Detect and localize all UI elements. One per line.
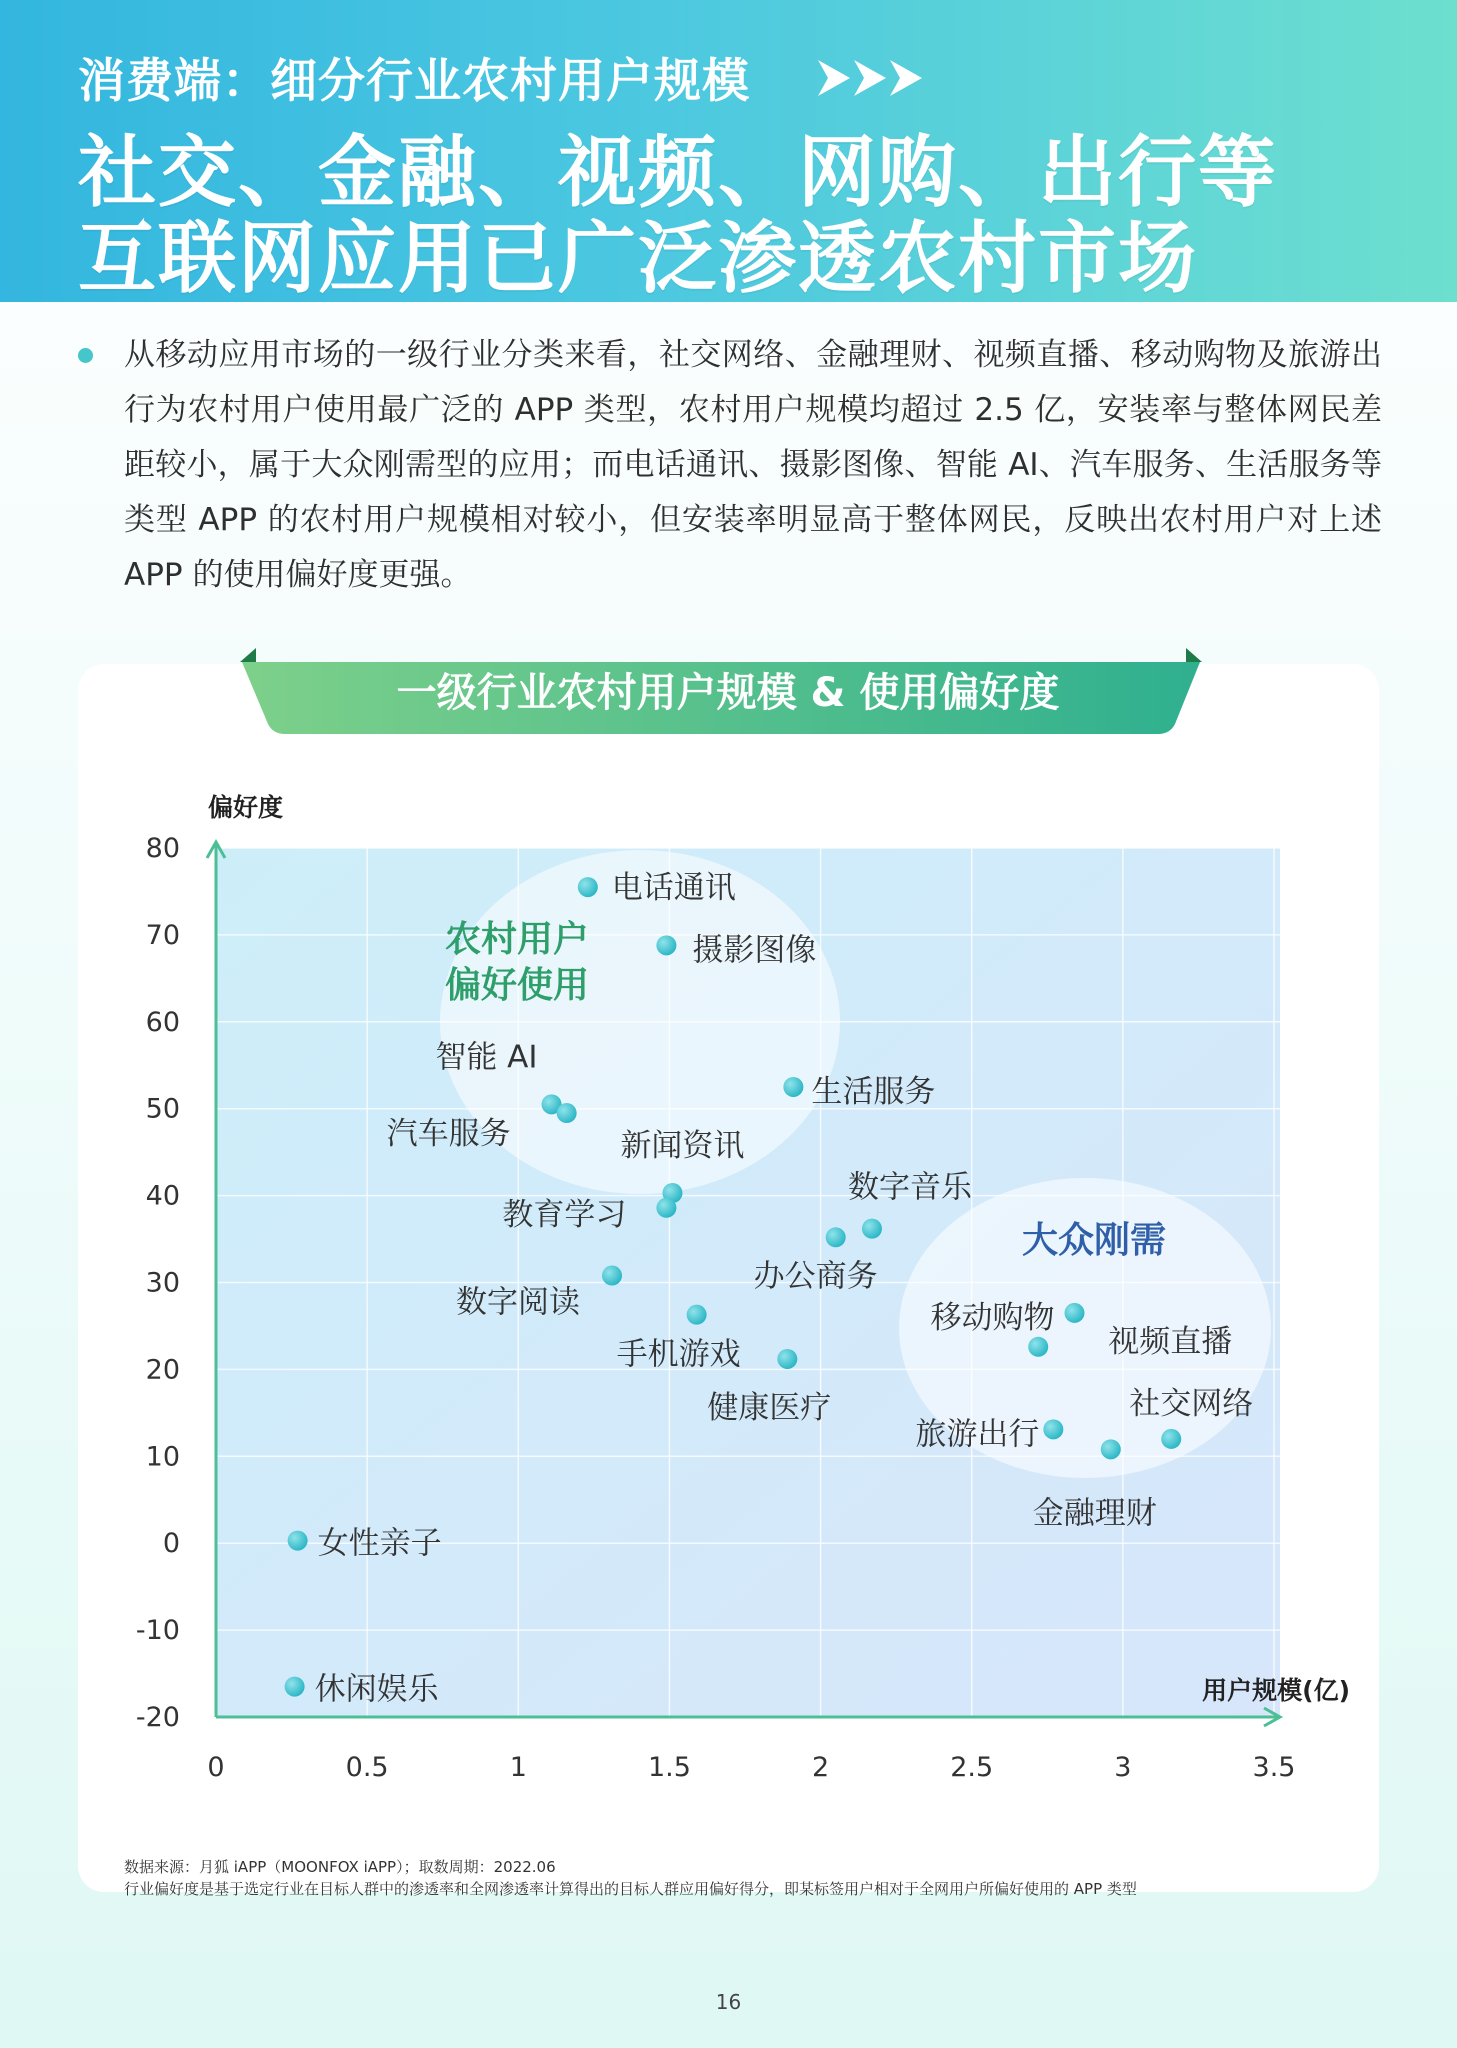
- data-point: [826, 1227, 846, 1247]
- page-title-line-2: 互联网应用已广泛渗透农村市场: [78, 214, 1199, 304]
- x-tick-label: 0: [207, 1752, 225, 1783]
- y-tick-label: -20: [135, 1702, 180, 1733]
- data-label: 摄影图像: [692, 932, 817, 969]
- y-tick-label: 70: [145, 919, 180, 951]
- data-label: 金融理财: [1032, 1495, 1157, 1532]
- x-tick-label: 2: [811, 1752, 830, 1783]
- y-tick-label: 60: [145, 1006, 180, 1038]
- data-label: 女性亲子: [317, 1525, 442, 1562]
- x-tick-label: 1.5: [647, 1752, 691, 1783]
- cluster-label-line: 偏好使用: [445, 965, 590, 1006]
- y-tick-label: -10: [135, 1615, 180, 1647]
- data-label: 健康医疗: [707, 1389, 832, 1426]
- page-number: 16: [715, 1990, 742, 2014]
- data-point: [1064, 1303, 1084, 1323]
- chart-title: 一级行业农村用户规模 & 使用偏好度: [396, 670, 1060, 716]
- y-tick-label: 20: [145, 1354, 180, 1386]
- data-label: 数字阅读: [455, 1284, 580, 1321]
- data-point: [656, 1198, 676, 1218]
- data-point: [1161, 1429, 1181, 1449]
- data-point: [602, 1266, 622, 1286]
- page-title-line-1: 社交、金融、视频、网购、出行等: [78, 128, 1279, 218]
- data-label: 智能 AI: [435, 1039, 538, 1076]
- y-tick-label: 50: [145, 1093, 180, 1125]
- chart-title-banner: [240, 648, 1202, 734]
- data-label: 新闻资讯: [620, 1127, 745, 1164]
- page-subtitle: 消费端：细分行业农村用户规模: [78, 54, 750, 109]
- y-axis-label: 偏好度: [208, 793, 284, 822]
- y-tick-label: 0: [162, 1528, 180, 1560]
- data-point: [288, 1531, 308, 1551]
- data-label: 教育学习: [502, 1196, 627, 1233]
- data-point: [557, 1103, 577, 1123]
- data-point: [578, 877, 598, 897]
- data-label: 生活服务: [811, 1073, 936, 1110]
- body-paragraph: 从移动应用市场的一级行业分类来看，社交网络、金融理财、视频直播、移动购物及旅游出行为农村用户使用最广泛的 APP 类型，农村用户规模均超过 2.5 亿，安装率与整体网民差距较小，属于大众刚需型的应用；而电话通讯、摄影图像、智能 AI、汽车服务、生活服务等类型 APP 的农村用户规模相对较小，但安装率明显高于整体网民，反映出农村用户对上述 APP 的使用偏好度更强。: [124, 337, 1382, 593]
- data-point: [862, 1219, 882, 1239]
- data-label: 数字音乐: [847, 1169, 972, 1206]
- y-tick-label: 80: [145, 833, 180, 864]
- x-tick-labels: [207, 1752, 1295, 1783]
- data-point: [783, 1077, 803, 1097]
- x-tick-label: 2.5: [950, 1752, 994, 1783]
- footnote-source: 数据来源：月狐 iAPP（MOONFOX iAPP）；取数周期：2022.06: [124, 1858, 556, 1876]
- data-label: 办公商务: [753, 1258, 878, 1295]
- data-label: 社交网络: [1129, 1385, 1254, 1422]
- data-label: 休闲娱乐: [314, 1671, 439, 1708]
- data-point: [285, 1677, 305, 1697]
- y-tick-label: 40: [145, 1180, 180, 1212]
- footnote-definition: 行业偏好度是基于选定行业在目标人群中的渗透率和全网渗透率计算得出的目标人群应用偏好得分，即某标签用户相对于全网用户所偏好使用的 APP 类型: [124, 1880, 1137, 1898]
- y-tick-label: 10: [145, 1441, 180, 1473]
- data-point: [1043, 1419, 1063, 1439]
- data-label: 汽车服务: [386, 1116, 511, 1153]
- x-tick-label: 3: [1114, 1752, 1132, 1783]
- data-point: [1028, 1337, 1048, 1357]
- x-tick-label: 0.5: [345, 1752, 389, 1783]
- data-point: [777, 1349, 797, 1369]
- x-axis-label: 用户规模(亿): [1202, 1676, 1350, 1705]
- y-tick-labels: [136, 833, 180, 1733]
- data-label: 移动购物: [930, 1299, 1055, 1336]
- cluster-label-mass-demand: 大众刚需: [1022, 1220, 1167, 1261]
- cluster-label-line: 农村用户: [445, 919, 590, 960]
- data-label: 电话通讯: [611, 870, 736, 907]
- x-tick-label: 3.5: [1252, 1752, 1296, 1783]
- x-tick-label: 1: [509, 1752, 527, 1783]
- data-label: 手机游戏: [616, 1336, 741, 1373]
- data-label: 视频直播: [1108, 1323, 1233, 1360]
- data-label: 旅游出行: [915, 1416, 1040, 1453]
- y-tick-label: 30: [145, 1267, 180, 1299]
- data-point: [1101, 1439, 1121, 1459]
- data-point: [656, 935, 676, 955]
- data-point: [687, 1305, 707, 1325]
